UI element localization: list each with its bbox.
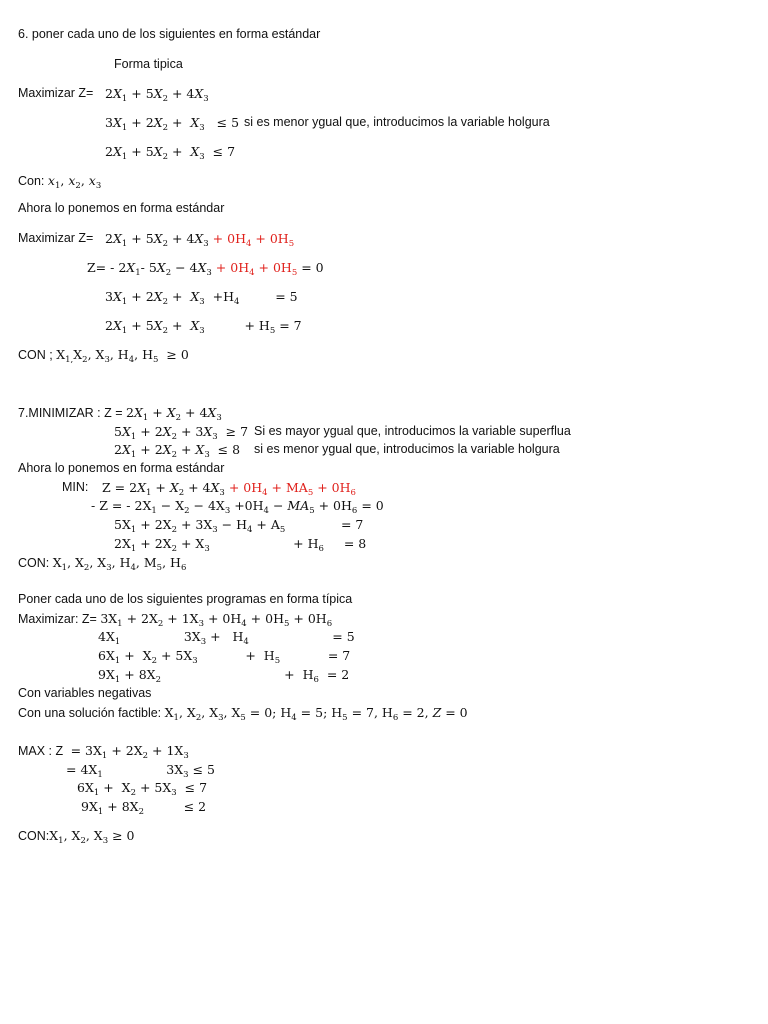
constraint-2: $2X_1 + 5X_2 + X_3 \le 7$ [105, 144, 236, 162]
nonnegativity-9: $CON:X_1$, $X_2$, $X_3 \ge 0$ [18, 828, 135, 846]
p8-constraint-2: $6X_1 + X_2 + 5X_3$ + $H_5$ = 7 [98, 648, 351, 666]
p9-constraint-1: = $4X_1$ $3X_3 \le 5$ [66, 762, 215, 780]
con-label: Con: $x_1$, $x_2$, $x_3$ [18, 173, 102, 191]
p7-standard-constraint-2: $2X_1 + 2X_2 + X_3$ + $H_6$ = 8 [114, 536, 367, 554]
p8-objective: Maximizar: $Z= 3X_1 + 2X_2 + 1X_3 + 0H_4 + 0H_5 + 0H_6$ [18, 611, 333, 629]
standard-objective-label: Maximizar Z= [18, 231, 94, 245]
problem-7-objective: 7.MINIMIZAR : $Z = 2X_1 + X_2 + 4X_3$ [18, 405, 222, 423]
p8-feasible-solution: Con una solución factible: $X_1$, $X_2$, $X_3$, $X_5 = 0$; $H_4 = 5$; $H_5 = 7$, $H_6 = 2$, Z = 0 [18, 705, 468, 723]
problem-6-heading: 6. poner cada uno de los siguientes en forma estándar [18, 27, 321, 41]
forma-tipica-label: Forma tipica [114, 57, 183, 71]
p9-objective: MAX : $Z = 3X_1 + 2X_2 + 1X_3$ [18, 743, 189, 761]
objective-expression: $2X_1 + 5X_2 + 4X_3$ [105, 86, 209, 104]
p8-constraint-3: $9X_1 + 8X_2$ + $H_6 = 2$ [98, 667, 350, 685]
nonnegativity-6: CON ; $X_{1,}X_2$, $X_3$, $H_4$, $H_5 \ge 0$ [18, 347, 189, 365]
objective-label: Maximizar Z= [18, 86, 94, 100]
p7-z-equation: - Z = - $2X_1 - X_2 - 4X_3 +0H_4 - MA_5 + 0H_6 = 0$ [91, 498, 384, 516]
p9-constraint-3: $9X_1 + 8X_2$ ≤ 2 [81, 799, 207, 817]
p7-constraint-2: $2X_1 + 2X_2 + X_3 \le 8$ [114, 442, 241, 460]
standard-z-equation: $Z= - 2X_1-$ $5X_2 - 4X_3 + 0H_4 + 0H_5 = 0$ [87, 260, 324, 278]
constraint-1-note: si es menor ygual que, introducimos la variable holgura [244, 115, 550, 129]
constraint-1: $3X_1 + 2X_2 + X_3 \le 5$ [105, 115, 240, 133]
p7-min-label: MIN: [62, 480, 89, 494]
p7-constraint-1: $5X_1 + 2X_2 + 3X_3 \ge 7$ [114, 424, 249, 442]
problem-8-heading: Poner cada uno de los siguientes programas en forma típica [18, 592, 353, 606]
nonnegativity-7: CON: $X_1$, $X_2$, $X_3$, $H_4$, $M_5$, $H_6$ [18, 555, 187, 573]
standard-constraint-1: $3X_1 + 2X_2 + X_3 +H_4$ = 5 [105, 289, 298, 307]
p7-standard-constraint-1: $5X_1 + 2X_2 + 3X_3 - H_4 + A_5$ = 7 [114, 517, 364, 535]
p9-constraint-2: $6X_1 + X_2 + 5X_3 \le 7$ [77, 780, 208, 798]
p8-negative-vars: Con variables negativas [18, 686, 152, 700]
p7-constraint-1-note: Si es mayor ygual que, introducimos la variable superflua [254, 424, 571, 438]
p7-standard-objective: $Z = 2X_1 + X_2 + 4X_3 + 0H_4 + MA_5 + 0H_6$ [102, 480, 356, 498]
p7-constraint-2-note: si es menor ygual que, introducimos la variable holgura [254, 442, 560, 456]
p7-standard-intro: Ahora lo ponemos en forma estándar [18, 461, 225, 475]
standard-objective: $2X_1 + 5X_2 + 4X_3 + 0H_4 + 0H_5$ [105, 231, 295, 249]
p8-constraint-1: $4X_1$ $3X_3 + H_4$ = 5 [98, 629, 355, 647]
standard-form-intro: Ahora lo ponemos en forma estándar [18, 201, 225, 215]
standard-constraint-2: $2X_1 + 5X_2 + X_3$ + $H_5 = 7$ [105, 318, 302, 336]
